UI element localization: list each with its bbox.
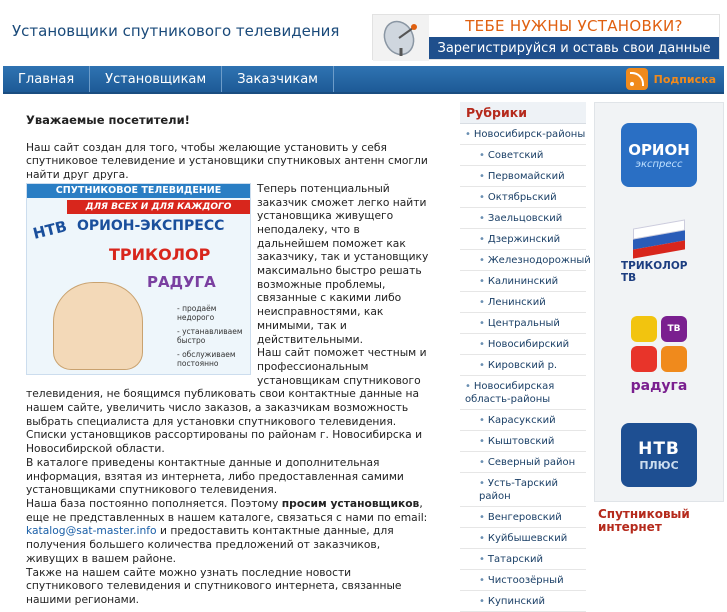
orion-express-logo[interactable]: ОРИОН экспресс	[621, 123, 697, 187]
bold-request-installers: просим установщиков	[281, 496, 420, 510]
rubric-item[interactable]: • Северный район	[460, 452, 586, 473]
nav-item-customers[interactable]: Заказчикам	[222, 66, 334, 92]
bullet-icon: •	[479, 276, 485, 287]
bullet-icon: •	[479, 150, 485, 161]
banner-headline: ТЕБЕ НУЖНЫ УСТАНОВКИ?	[429, 15, 719, 37]
bullet-icon: •	[465, 129, 471, 140]
bullet-icon: •	[479, 234, 485, 245]
nav-spacer	[334, 66, 626, 92]
rubric-item[interactable]: • Калининский	[460, 271, 586, 292]
tricolor-tv-logo[interactable]: ТРИКОЛОР ТВ	[621, 221, 697, 287]
banner-register-text: Зарегистрируйся и оставь свои данные	[429, 37, 719, 59]
promo-list	[177, 304, 250, 373]
bullet-icon: •	[479, 533, 485, 544]
bullet-icon: •	[479, 255, 485, 266]
rubrics-title: Рубрики	[460, 102, 586, 124]
bullet-icon: •	[479, 360, 485, 371]
promo-brand-raduga: РАДУГА	[147, 272, 216, 291]
promo-head-2: ДЛЯ ВСЕХ И ДЛЯ КАЖДОГО	[67, 200, 250, 214]
bullet-icon: •	[479, 575, 485, 586]
promo-list-item: - продаём недорого	[177, 303, 217, 322]
rubric-item[interactable]: • Чистоозёрный	[460, 570, 586, 591]
raduga-tv-logo[interactable]: ТВ радуга	[621, 309, 697, 401]
rubric-item[interactable]: • Кыштовский	[460, 431, 586, 452]
rubric-item[interactable]: • Усть-Тарский район	[460, 473, 586, 507]
bullet-icon: •	[479, 512, 485, 523]
bullet-icon: •	[479, 318, 485, 329]
bullet-icon: •	[465, 381, 471, 392]
rubric-item[interactable]: • Венгеровский	[460, 507, 586, 528]
rubric-item[interactable]: • Куйбышевский	[460, 528, 586, 549]
promo-brand-tricolor: ТРИКОЛОР	[109, 244, 211, 264]
rubric-item[interactable]: • Дзержинский	[460, 229, 586, 250]
cartoon-installer-illustration	[53, 282, 143, 370]
bullet-icon: •	[479, 478, 485, 489]
register-banner[interactable]	[372, 14, 720, 60]
rubric-item[interactable]: • Железнодорожный	[460, 250, 586, 271]
site-title[interactable]: Установщики спутникового телевидения	[12, 22, 340, 40]
nav-item-installers[interactable]: Установщикам	[90, 66, 222, 92]
bullet-icon: •	[479, 171, 485, 182]
ntv-plus-logo[interactable]: НТВ ПЛЮС	[621, 423, 697, 487]
rubric-item[interactable]: • Ленинский	[460, 292, 586, 313]
rubric-item[interactable]: • Советский	[460, 145, 586, 166]
promo-image	[26, 183, 251, 375]
content-heading: Уважаемые посетители!	[26, 113, 190, 127]
promo-brand-ntv: НТВ	[31, 216, 69, 243]
bullet-icon: •	[479, 415, 485, 426]
rubric-item[interactable]: • Центральный	[460, 313, 586, 334]
para-base-growing: Наша база постоянно пополняется. Поэтому просим установщиков, еще не представленных в нашем каталоге, связаться с нами по email: katalog@sat-master.info и предоставить контактные данные, для получения большего количества предложений от заказчиков, живущих в вашем районе.	[26, 496, 428, 565]
para-lists-sorted: Списки установщиков рассортированы по районам г. Новосибирска и Новосибирской области.	[26, 428, 423, 456]
nav-item-home[interactable]: Главная	[3, 66, 90, 92]
rubric-item[interactable]: • Новосибирская область-районы	[460, 376, 586, 410]
rubric-item[interactable]: • Октябрьский	[460, 187, 586, 208]
rubric-item[interactable]: • Новосибирск-районы	[460, 124, 586, 145]
bullet-icon: •	[479, 213, 485, 224]
promo-list-item: - обслуживаем постоянно	[177, 349, 236, 368]
bullet-icon: •	[479, 297, 485, 308]
para-news: Также на нашем сайте можно узнать последние новости спутникового телевидения и спутникового интернета, связанные нашими регионами.	[26, 565, 402, 606]
rubric-item[interactable]: • Заельцовский	[460, 208, 586, 229]
rubric-item[interactable]: • Первомайский	[460, 166, 586, 187]
satellite-dish-icon	[373, 15, 429, 61]
promo-head-1: СПУТНИКОВОЕ ТЕЛЕВИДЕНИЕ	[27, 184, 250, 198]
rubrics-list	[460, 124, 591, 612]
rubric-item[interactable]: • Карасукский	[460, 410, 586, 431]
para-potential-customer: Теперь потенциальный заказчик сможет легко найти установщика живущего неподалеку, что в дальнейшем поможет как заказчику, так и установщику максимально быстро решать возможные проблемы, связанные с какими либо неисправностями, как мнимыми, так и действительными.	[257, 181, 429, 346]
rss-icon	[626, 68, 648, 90]
promo-list-item: - устанавливаем быстро	[177, 326, 243, 345]
rubric-item[interactable]: • Татарский	[460, 549, 586, 570]
main-content	[26, 114, 430, 607]
tricolor-flag-icon	[633, 219, 685, 258]
email-link[interactable]: katalog@sat-master.info	[26, 524, 157, 538]
rubric-item[interactable]: • Купинский	[460, 591, 586, 612]
para-honest-installers: Наш сайт поможет честным и профессиональным установщикам спутникового телевидения, не боящимся публиковать свои контактные данные на нашем сайте, увеличить число заказов, а заказчикам возможность выбрать специалиста для установки спутникового телевидения.	[26, 346, 427, 428]
bullet-icon: •	[479, 436, 485, 447]
rss-label: Подписка	[653, 72, 716, 86]
promo-brand-orion: ОРИОН-ЭКСПРЕСС	[77, 217, 225, 234]
rubric-item[interactable]: • Новосибирский	[460, 334, 586, 355]
rubrics-sidebar	[460, 102, 591, 612]
main-nav	[3, 66, 724, 94]
satellite-internet-heading[interactable]: Спутниковый интернет	[598, 507, 690, 534]
bullet-icon: •	[479, 339, 485, 350]
bullet-icon: •	[479, 457, 485, 468]
rubric-item[interactable]: • Кировский р.	[460, 355, 586, 376]
bullet-icon: •	[479, 554, 485, 565]
raduga-tiles-icon: ТВ	[631, 316, 687, 372]
bullet-icon: •	[479, 596, 485, 607]
channel-logos	[594, 102, 724, 502]
rss-subscribe-link[interactable]	[626, 66, 716, 92]
intro-text: Наш сайт создан для того, чтобы желающие установить у себя спутниковое телевидение и установщики спутниковых антенн смогли найти друг друга.	[26, 140, 428, 182]
bullet-icon: •	[479, 192, 485, 203]
para-catalog-info: В каталоге приведены контактные данные и дополнительная информация, взятая из интернета, либо предоставленная самими установщиками спутникового телевидения.	[26, 455, 404, 497]
